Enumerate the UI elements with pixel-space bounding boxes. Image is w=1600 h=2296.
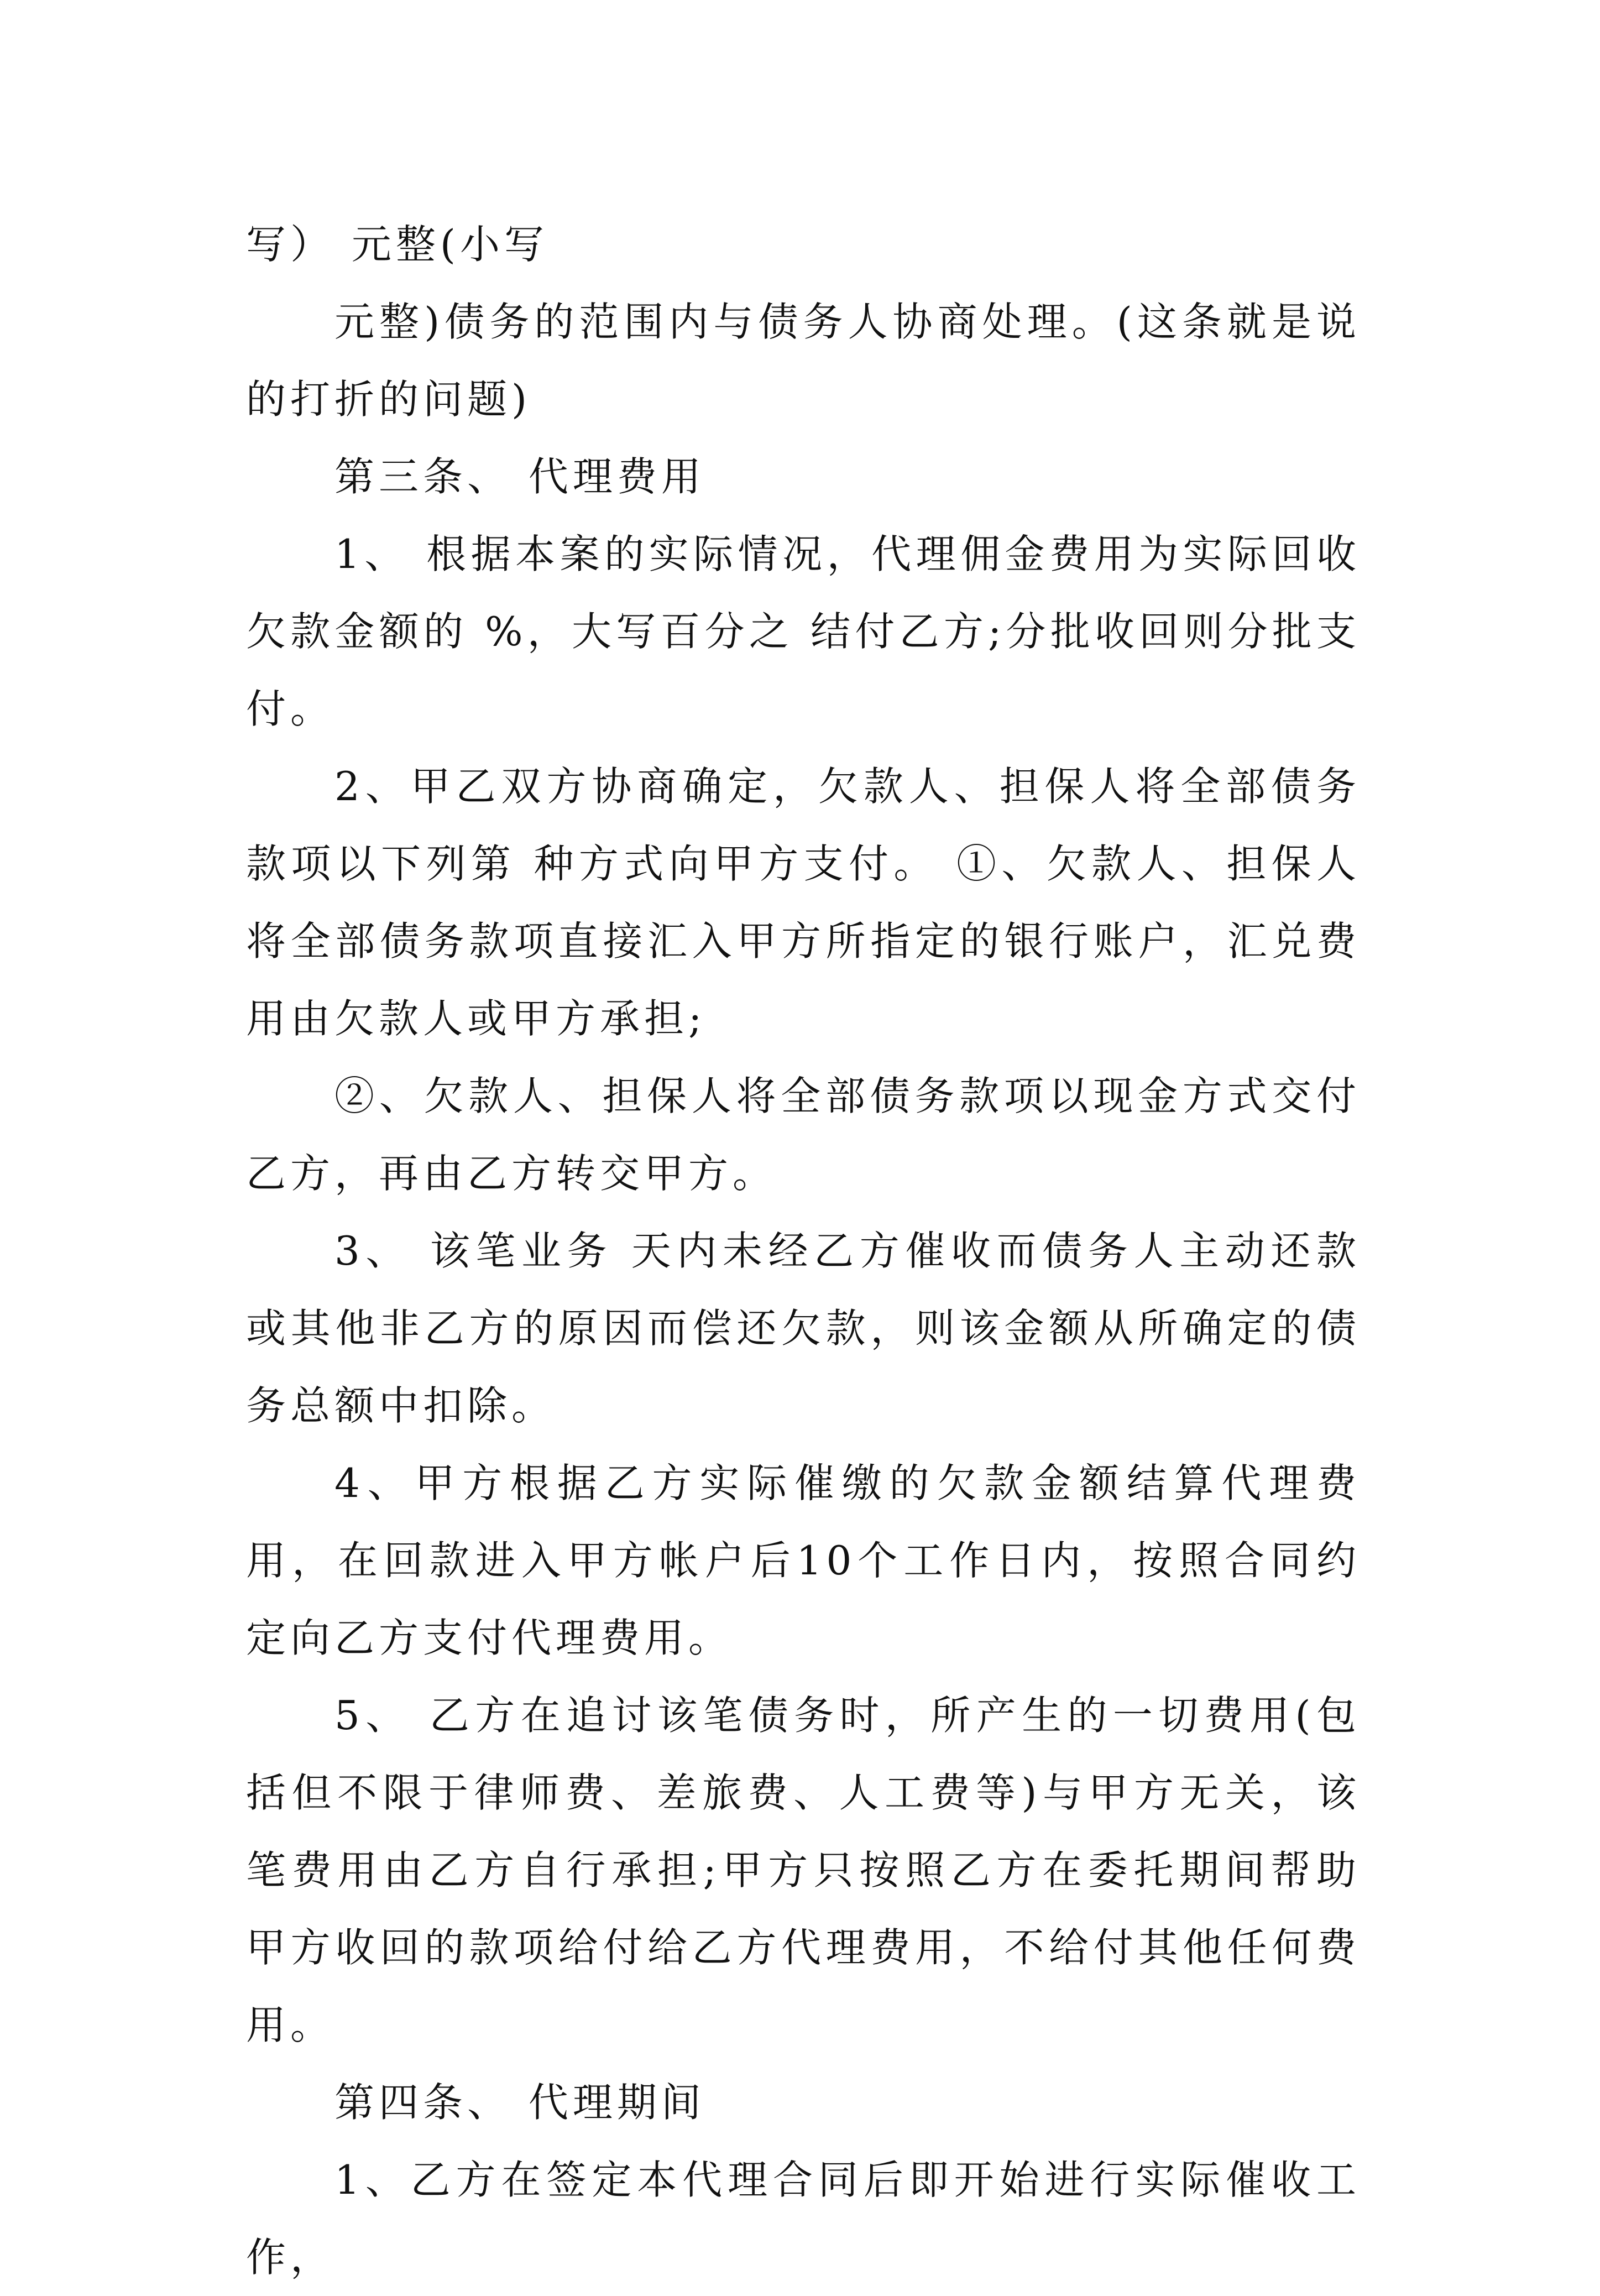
paragraph-debt-scope: 元整)债务的范围内与债务人协商处理。(这条就是说的打折的问题) [246,299,1361,422]
paragraph-clause-3-2: 2、甲乙双方协商确定，欠款人、担保人将全部债务款项以下列第 种方式向甲方支付。 ①、欠款人、担保人将全部债务款项直接汇入甲方所指定的银行账户，汇兑费用由欠款人或甲方承担; [246,763,1361,1042]
paragraph-clause-3-5: 5、 乙方在追讨该笔债务时，所产生的一切费用(包括但不限于律师费、差旅费、人工费等)与甲方无关，该笔费用由乙方自行承担;甲方只按照乙方在委托期间帮助甲方收回的款项给付给乙方代理费用，不给付其他任何费用。 [246,1692,1361,2048]
paragraph-clause-3-4: 4、甲方根据乙方实际催缴的欠款金额结算代理费用，在回款进入甲方帐户后10个工作日内，按照合同约定向乙方支付代理费用。 [246,1460,1361,1661]
paragraph-continuation: 写） 元整(小写 [246,221,548,268]
paragraph-clause-4-1: 1、乙方在签定本代理合同后即开始进行实际催收工作， [246,2157,1361,2281]
paragraph-clause-3-1: 1、 根据本案的实际情况，代理佣金费用为实际回收欠款金额的 %，大写百分之 结付乙方;分批收回则分批支付。 [246,531,1361,732]
section-heading-article-3: 第三条、 代理费用 [334,453,705,500]
contract-text [246,206,1361,2296]
section-heading-article-4: 第四条、 代理期间 [334,2079,705,2126]
paragraph-clause-3-2-option-2: ②、欠款人、担保人将全部债务款项以现金方式交付乙方，再由乙方转交甲方。 [246,1073,1361,1197]
paragraph-clause-3-3: 3、 该笔业务 天内未经乙方催收而债务人主动还款或其他非乙方的原因而偿还欠款，则该金额从所确定的债务总额中扣除。 [246,1228,1361,1429]
